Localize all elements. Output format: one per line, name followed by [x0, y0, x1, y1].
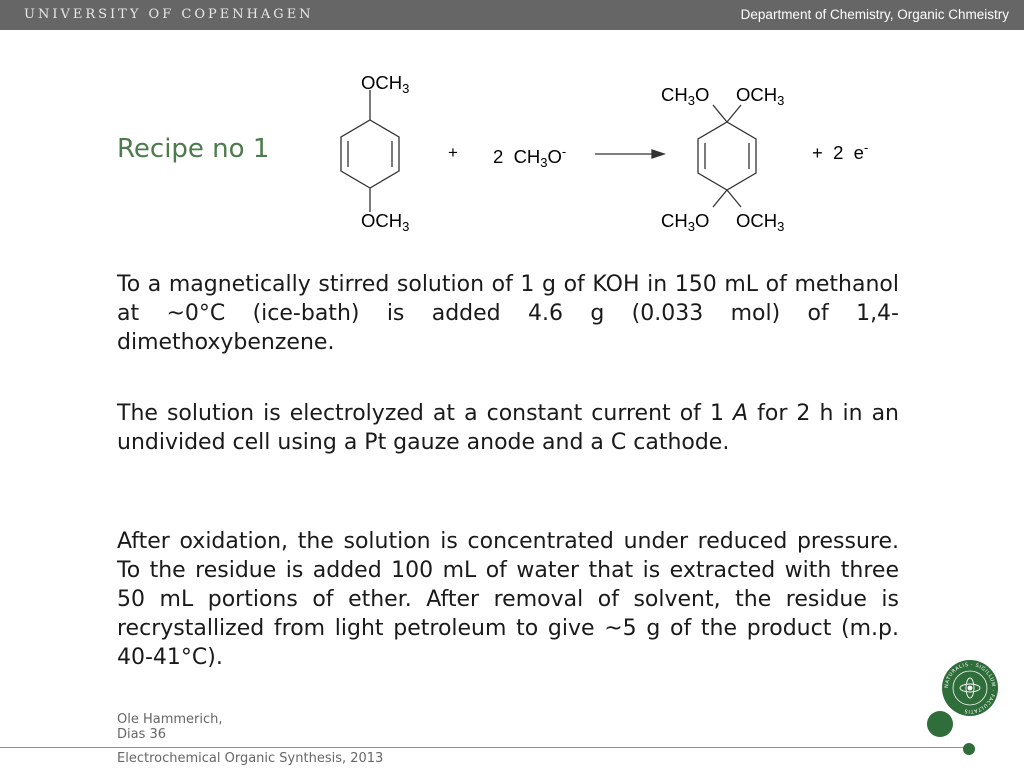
seal-text: NATURALIS · SIGILLUM · FACULTATIS: [943, 661, 997, 715]
footer-slide-number: Dias 36: [117, 727, 167, 742]
current-unit: A: [733, 401, 749, 426]
product-ring: [698, 105, 756, 207]
slide-title: Recipe no 1: [117, 134, 270, 164]
decorative-dot-large: [927, 711, 953, 737]
product-top-right-methoxy: $OCH_3$: [736, 84, 785, 108]
footer-author: Ole Hammerich,: [117, 712, 223, 727]
product-bottom-left-methoxy: $CH_3O$: [661, 210, 710, 234]
procedure-paragraph-2: The solution is electrolyzed at a constant current of 1 A for 2 h in an undivided cell using a Pt gauze anode and a C cathode.: [117, 401, 899, 455]
product-bottom-right-methoxy: $OCH_3$: [736, 210, 785, 234]
reaction-scheme: [330, 62, 910, 242]
reaction-arrow: [595, 150, 664, 158]
procedure-paragraph-1: To a magnetically stirred solution of 1 g of KOH in 150 mL of methanol at ~0°C (ice-bath) is added 4.6 g (0.033 mol) of 1,4-dimethoxybenzene.: [117, 272, 899, 355]
procedure-paragraph-3: After oxidation, the solution is concentrated under reduced pressure. To the residue is added 100 mL of water that is extracted with three 50 mL portions of ether. After removal of solvent, the residue is recrystallized from light petroleum to give ~5 g of the product (m.p. 40-41°C).: [117, 529, 899, 670]
methoxide-reagent: 2 $CH_3O^-$: [493, 144, 567, 170]
product-top-left-methoxy: $CH_3O$: [661, 84, 710, 108]
department-name: Department of Chemistry, Organic Chmeistry: [740, 7, 1009, 22]
university-name: UNIVERSITY OF COPENHAGEN: [24, 7, 314, 22]
footer-course: Electrochemical Organic Synthesis, 2013: [117, 751, 384, 766]
faculty-seal-logo: [941, 659, 999, 717]
reactant-bottom-methoxy: $OCH_3$: [361, 210, 410, 234]
reactant-ring: [341, 90, 399, 212]
header-bar: [0, 0, 1024, 30]
footer-divider: [0, 747, 970, 748]
decorative-dot-small: [963, 743, 975, 755]
electrons-term: + 2 e-: [812, 140, 869, 163]
plus-sign: +: [448, 143, 458, 162]
reactant-top-methoxy: $OCH_3$: [361, 72, 410, 96]
